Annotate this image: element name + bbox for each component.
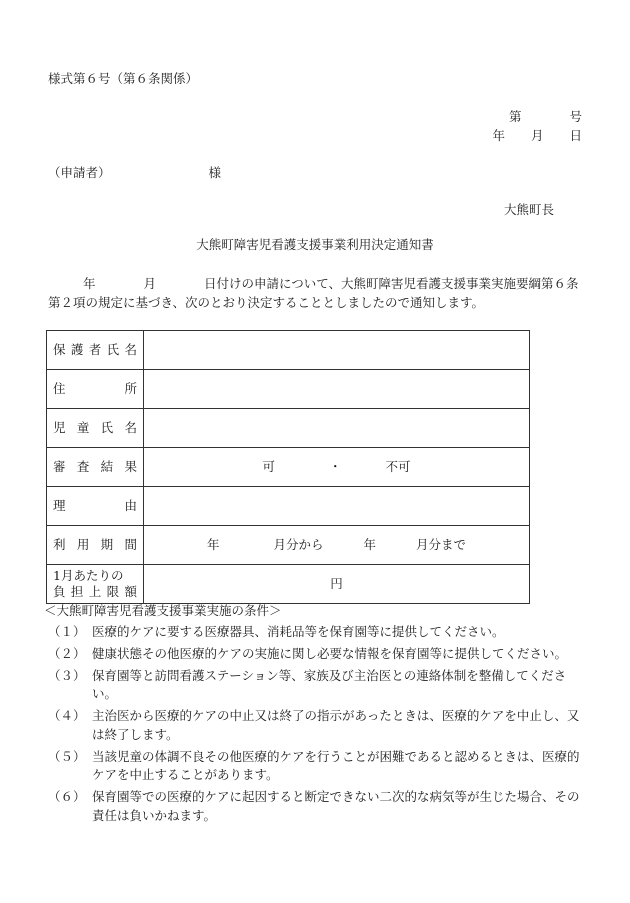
issuer-name: 大熊町長 [503, 202, 554, 217]
row-value-address [144, 370, 530, 409]
doc-number-suffix: 号 [569, 109, 582, 124]
body-month: 月 [143, 276, 157, 291]
row-label-monthly-cap-line2: 負 担 上 限 額 [53, 584, 137, 599]
row-value-review-result: 可 ・ 不可 [144, 448, 530, 487]
form-number: 様式第６号（第６条関係） [48, 71, 199, 86]
list-item: （４） 主治医から医療的ケアの中止又は終了の指示があったときは、医療的ケアを中止し、又は終了します。 [48, 708, 580, 742]
conditions-title: ＜大熊町障害児看護支援事業実施の条件＞ [44, 603, 282, 618]
applicant-line [48, 164, 221, 183]
row-label-review-result: 審 査 結 果 [53, 458, 137, 474]
document-title: 大熊町障害児看護支援事業利用決定通知書 [196, 237, 434, 252]
date-year: 年 [492, 128, 505, 143]
row-value-reason [144, 487, 530, 526]
list-item: （２） 健康状態その他医療的ケアの実施に関し必要な情報を保育園等に提供してください。 [48, 645, 568, 661]
decision-table [46, 330, 530, 604]
table-row [47, 448, 530, 487]
list-item: （３） 保育園等と訪問看護ステーション等、家族及び主治医との連絡体制を整備してください。 [48, 667, 567, 702]
list-item: （６） 保育園等での医療的ケアに起因すると断定できない二次的な病気等が生じた場合、その責任は負いかねます。 [48, 789, 580, 823]
body-text: 日付けの申請について、大熊町障害児看護支援事業実施要綱第６条第２項の規定に基づき、次のとおり決定することとしましたので通知します。 [48, 276, 579, 311]
list-item: （１） 医療的ケアに要する医療器具、消耗品等を保育園等に提供してください。 [48, 624, 505, 639]
row-label-guardian-name: 保 護 者 氏 名 [53, 341, 137, 357]
row-label-usage-period: 利 用 期 間 [53, 536, 137, 552]
row-label-monthly-cap-line1: 1月あたりの [53, 567, 124, 583]
notice-body [48, 274, 588, 313]
date-month: 月 [530, 128, 544, 143]
doc-number-label: 第 [508, 109, 522, 124]
row-value-child-name [144, 409, 530, 448]
document-number [509, 108, 582, 127]
row-value-usage-period: 年 月分から 年 月分まで [144, 526, 530, 565]
conditions-list [48, 623, 588, 829]
table-row [47, 565, 530, 604]
table-row [47, 331, 530, 370]
table-row [47, 370, 530, 409]
issue-date [492, 127, 582, 146]
applicant-honorific: 様 [208, 165, 222, 180]
table-row [47, 526, 530, 565]
body-year: 年 [83, 276, 96, 291]
row-value-monthly-cap: 円 [144, 565, 530, 604]
row-label-child-name: 児 童 氏 名 [53, 419, 137, 435]
list-item: （５） 当該児童の体調不良その他医療的ケアを行うことが困難であると認めるときは、医療的ケアを中止することがあります。 [48, 748, 580, 783]
date-day: 日 [569, 128, 582, 143]
row-label-reason: 理 由 [53, 497, 137, 513]
table-row [47, 409, 530, 448]
table-row [47, 487, 530, 526]
applicant-label: （申請者） [48, 165, 111, 180]
row-label-address: 住 所 [53, 380, 137, 396]
row-value-guardian-name [144, 331, 530, 370]
